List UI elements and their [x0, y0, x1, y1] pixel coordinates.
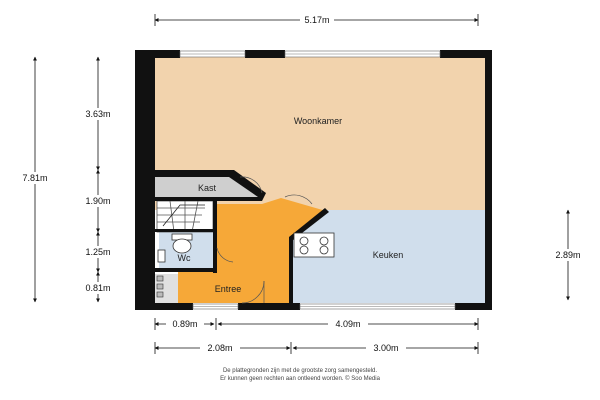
dim-right-keuken: 2.89m: [555, 250, 581, 260]
dim-top-width: 5.17m: [304, 15, 330, 25]
dim-bottom-2-left: 2.08m: [207, 343, 233, 353]
sink-icon: [158, 250, 165, 262]
dim-left-seg-3: 1.25m: [85, 247, 111, 257]
dim-bottom-1-left: 0.89m: [172, 319, 198, 329]
meter-box-icon: [157, 276, 163, 297]
dim-left-seg-4: 0.81m: [85, 283, 111, 293]
disclaimer-line-1: De plattegronden zijn met de grootste zorg samengesteld.: [222, 368, 378, 374]
dim-left-seg-2: 1.90m: [85, 196, 111, 206]
dim-bottom-1-right: 4.09m: [335, 319, 361, 329]
room-label-wc: Wc: [177, 253, 191, 263]
room-label-kast: Kast: [197, 183, 217, 193]
dim-bottom-2-right: 3.00m: [373, 343, 399, 353]
room-label-woonkamer: Woonkamer: [293, 116, 343, 126]
disclaimer-line-2: Er kunnen geen rechten aan ontleend worden. © Soo Media: [220, 376, 380, 382]
room-label-keuken: Keuken: [372, 250, 404, 260]
dim-left-total: 7.81m: [22, 173, 48, 183]
toilet-icon: [172, 234, 192, 253]
stove-icon: [294, 233, 334, 257]
staircase: [157, 201, 213, 232]
room-label-entree: Entree: [214, 284, 242, 294]
dim-left-seg-1: 3.63m: [85, 109, 111, 119]
